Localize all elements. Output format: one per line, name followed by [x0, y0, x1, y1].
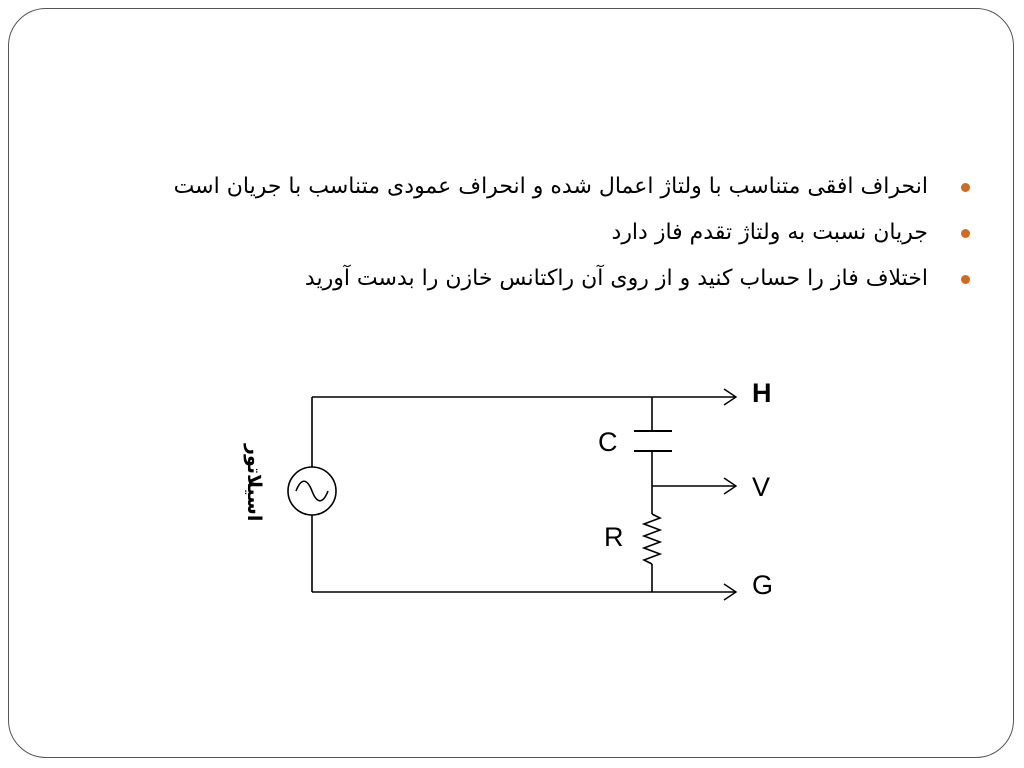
- resistor-symbol: [644, 514, 660, 564]
- bullet-text: انحراف افقی متناسب با ولتاژ اعمال شده و انحراف عمودی متناسب با جریان است: [173, 174, 928, 199]
- ac-source-icon: [288, 467, 336, 515]
- capacitor-label: C: [598, 427, 618, 457]
- bullet-text: اختلاف فاز را حساب کنید و از روی آن راکتانس خازن را بدست آورید: [304, 266, 928, 291]
- output-h-label: H: [752, 378, 772, 408]
- capacitor-symbol: [634, 431, 672, 451]
- output-g-label: G: [752, 570, 774, 600]
- output-v-label: V: [752, 472, 771, 502]
- bullet-text: جریان نسبت به ولتاژ تقدم فاز دارد: [611, 220, 928, 245]
- output-arrows: [652, 389, 736, 600]
- resistor-label: R: [604, 522, 624, 552]
- oscillator-label: اسیلاتور: [243, 444, 265, 522]
